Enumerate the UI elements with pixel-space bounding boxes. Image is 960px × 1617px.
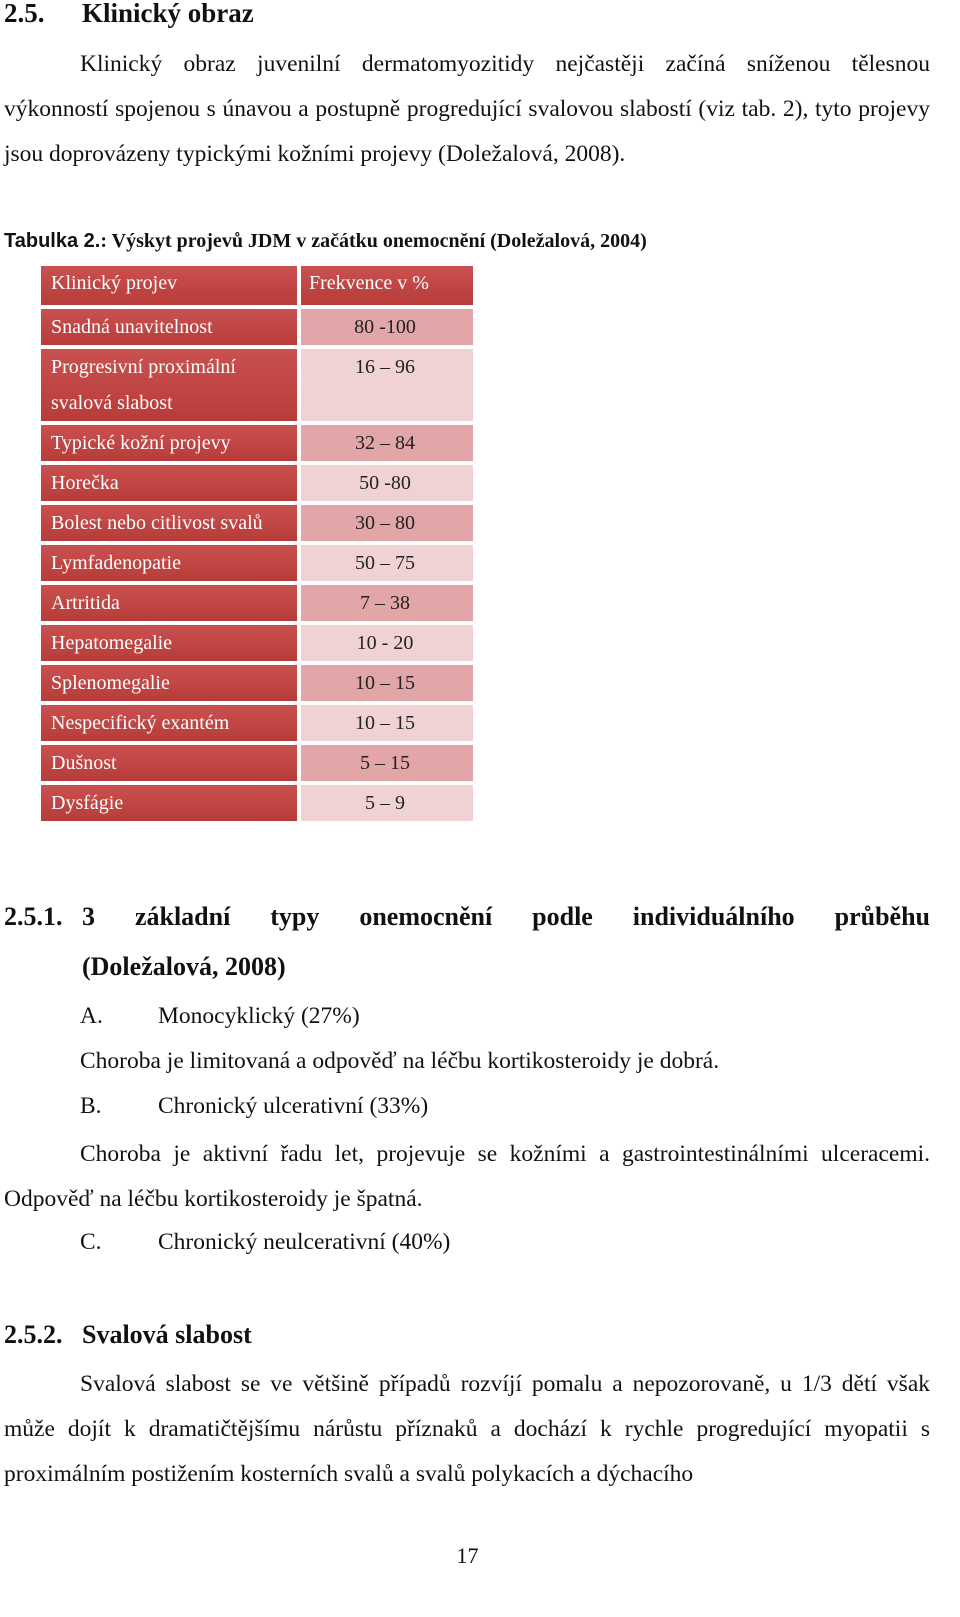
cell-frekvence: 5 – 9 — [301, 781, 473, 821]
subsection2-heading — [4, 1320, 252, 1350]
subsection-title-line2: (Doležalová, 2008) — [82, 952, 286, 981]
list-item-b-desc — [4, 1132, 930, 1222]
table-row — [41, 461, 473, 501]
subsection2-number: 2.5.2. — [4, 1320, 63, 1349]
symptoms-table — [37, 266, 477, 821]
table-caption-text: : Výskyt projevů JDM v začátku onemocnění (Doležalová, 2004) — [100, 230, 647, 252]
page-number: 17 — [456, 1543, 479, 1568]
cell-frekvence: 50 -80 — [301, 461, 473, 501]
cell-frekvence: 50 – 75 — [301, 541, 473, 581]
cell-frekvence: 10 – 15 — [301, 661, 473, 701]
subsection-title-line1: 3 základní typy onemocnění podle individuálního průběhu — [82, 902, 930, 931]
cell-projev: Hepatomegalie — [41, 621, 297, 661]
cell-projev: Bolest nebo citlivost svalů — [41, 501, 297, 541]
cell-frekvence: 10 – 15 — [301, 701, 473, 741]
table-row — [41, 345, 473, 421]
list-item-name: Chronický ulcerativní (33%) — [158, 1093, 429, 1119]
table-row — [41, 661, 473, 701]
list-item-letter: A. — [80, 1003, 103, 1029]
cell-projev: Dušnost — [41, 741, 297, 781]
header-cell-projev: Klinický projev — [41, 266, 297, 305]
cell-frekvence: 16 – 96 — [301, 345, 473, 421]
subsection2-paragraph — [4, 1362, 930, 1497]
cell-projev: Horečka — [41, 461, 297, 501]
cell-projev: Snadná unavitelnost — [41, 305, 297, 345]
list-item-letter: C. — [80, 1229, 102, 1255]
subsection2-title: Svalová slabost — [82, 1320, 252, 1349]
cell-projev: Artritida — [41, 581, 297, 621]
header-cell-frekvence: Frekvence v % — [301, 266, 473, 305]
cell-frekvence: 80 -100 — [301, 305, 473, 345]
table-row — [41, 305, 473, 345]
cell-projev: Splenomegalie — [41, 661, 297, 701]
section-number: 2.5. — [4, 0, 45, 28]
section-title: Klinický obraz — [82, 0, 254, 28]
list-item-a-desc: Choroba je limitovaná a odpověď na léčbu kortikosteroidy je dobrá. — [80, 1048, 720, 1074]
intro-paragraph-text: Klinický obraz juvenilní dermatomyozitidy nejčastěji začíná sníženou tělesnou výkonností spojenou s únavou a postupně progredující svalovou slabostí (viz tab. 2), tyto projevy jsou doprovázeny typickými kožními projevy (Doležalová, 2008). — [4, 51, 930, 167]
table-row — [41, 741, 473, 781]
table-caption — [4, 230, 647, 253]
list-item-name: Monocyklický (27%) — [158, 1003, 360, 1029]
cell-frekvence: 30 – 80 — [301, 501, 473, 541]
cell-frekvence: 7 – 38 — [301, 581, 473, 621]
table-row — [41, 541, 473, 581]
subsection2-paragraph-text: Svalová slabost se ve většině případů rozvíjí pomalu a nepozorovaně, u 1/3 dětí však může dojít k dramatičtějšímu nárůstu příznaků a dochází k rychle progredující myopatii s proximálním postižením kosterních svalů a svalů polykacích a dýchacího — [4, 1371, 930, 1487]
table-row — [41, 421, 473, 461]
list-item-b — [80, 1093, 428, 1120]
table-row — [41, 581, 473, 621]
table-row — [41, 621, 473, 661]
cell-frekvence: 10 - 20 — [301, 621, 473, 661]
cell-frekvence: 32 – 84 — [301, 421, 473, 461]
intro-paragraph — [4, 42, 930, 177]
table-header-row — [41, 266, 473, 305]
subsection-number: 2.5.1. — [4, 902, 63, 931]
section-heading — [4, 0, 254, 29]
list-item-letter: B. — [80, 1093, 102, 1119]
cell-projev: Lymfadenopatie — [41, 541, 297, 581]
list-item-b-desc-text: Choroba je aktivní řadu let, projevuje se kožními a gastrointestinálními ulceracemi. Odpověď na léčbu kortikosteroidy je špatná. — [4, 1141, 930, 1212]
table-row — [41, 781, 473, 821]
table-caption-label: Tabulka 2. — [4, 230, 101, 252]
table-row — [41, 701, 473, 741]
table-row — [41, 501, 473, 541]
cell-projev: Progresivní proximální svalová slabost — [41, 345, 297, 421]
list-item-c — [80, 1229, 450, 1256]
list-item-name: Chronický neulcerativní (40%) — [158, 1229, 451, 1255]
cell-frekvence: 5 – 15 — [301, 741, 473, 781]
cell-projev: Dysfágie — [41, 781, 297, 821]
cell-projev: Nespecifický exantém — [41, 701, 297, 741]
cell-projev: Typické kožní projevy — [41, 421, 297, 461]
list-item-a — [80, 1003, 360, 1030]
